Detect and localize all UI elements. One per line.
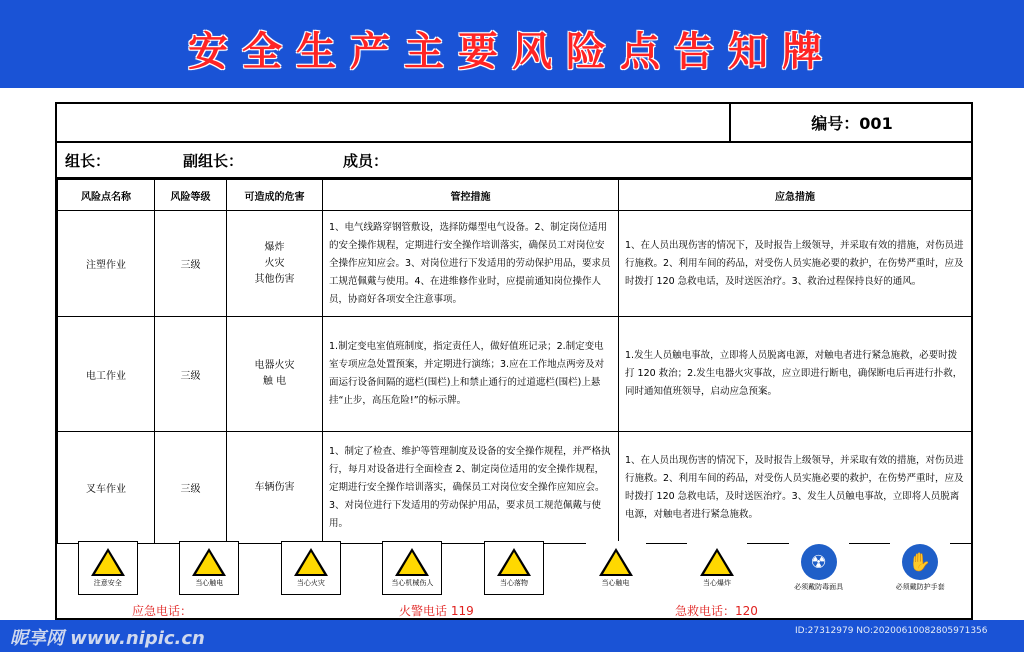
fire-icon bbox=[294, 548, 328, 576]
electric-shock-icon bbox=[192, 548, 226, 576]
explosion-sign: 当心爆炸 bbox=[687, 541, 747, 595]
header-level: 风险等级 bbox=[155, 180, 227, 211]
falling-object-sign: 当心落物 bbox=[484, 541, 544, 595]
machinery-icon bbox=[395, 548, 429, 576]
header-emergency: 应急措施 bbox=[619, 180, 972, 211]
risk-table bbox=[57, 179, 972, 544]
ambulance-phone: 急救电话：120 bbox=[675, 604, 758, 618]
phone-row bbox=[57, 599, 971, 621]
gloves-sign: ✋ 必须戴防护手套 bbox=[890, 541, 950, 595]
notice-board bbox=[55, 102, 973, 620]
risk-name: 叉车作业 bbox=[58, 432, 155, 544]
explosion-icon bbox=[700, 548, 734, 576]
risk-emergency: 1、在人员出现伤害的情况下，及时报告上级领导，并采取有效的措施，对伤员进行施救。2、利用车间的药品，对受伤人员实施必要的救护，在伤势严重时，应及时拨打 120 急救电话，及时送医治疗。3、救治过程保持良好的通风。 bbox=[619, 211, 972, 317]
table-row bbox=[58, 211, 972, 317]
roles-row bbox=[57, 143, 971, 179]
risk-level: 三级 bbox=[155, 211, 227, 317]
emergency-phone: 应急电话： bbox=[132, 604, 193, 618]
table-row bbox=[58, 432, 972, 544]
risk-emergency: 1、在人员出现伤害的情况下，及时报告上级领导，并采取有效的措施，对伤员进行施救。2、利用车间的药品，对受伤人员实施必要的救护，在伤势严重时，应及时拨打 120 急救电话，及时送医治疗。3、发生人员触电事故，立即将人员脱离电源，对触电者进行紧急施救。 bbox=[619, 432, 972, 544]
risk-emergency: 1.发生人员触电事故，立即将人员脱离电源，对触电者进行紧急施救，必要时拨打 120 救治；2.发生电器火灾事故，应立即进行断电，确保断电后再进行扑救，同时通知值班领导，启动应急预案。 bbox=[619, 317, 972, 432]
safety-signs bbox=[57, 539, 971, 597]
machinery-sign: 当心机械伤人 bbox=[382, 541, 442, 595]
gas-mask-sign: ☢ 必须戴防毒面具 bbox=[789, 541, 849, 595]
header-name: 风险点名称 bbox=[58, 180, 155, 211]
electric-shock-sign-2: 当心触电 bbox=[586, 541, 646, 595]
falling-object-icon bbox=[497, 548, 531, 576]
gloves-icon: ✋ bbox=[902, 544, 938, 580]
risk-control: 1、制定了检查、维护等管理制度及设备的安全操作规程，并严格执行，每月对设备进行全面检查 2、制定岗位适用的安全操作规程，定期进行安全操作培训落实，确保员工对岗位安全操作应知应会。3、对岗位进行下发适用的劳动保护用品，要求员工规范佩戴与使用。 bbox=[323, 432, 619, 544]
fire-phone: 火警电话 119 bbox=[399, 604, 474, 618]
caution-safety-sign: 注意安全 bbox=[78, 541, 138, 595]
warning-exclamation-icon bbox=[91, 548, 125, 576]
electric-shock-sign: 当心触电 bbox=[179, 541, 239, 595]
table-header-row bbox=[58, 180, 972, 211]
gas-mask-icon: ☢ bbox=[801, 544, 837, 580]
code-number: 编号：001 bbox=[729, 104, 973, 141]
code-row bbox=[57, 104, 971, 143]
risk-level: 三级 bbox=[155, 317, 227, 432]
table-row bbox=[58, 317, 972, 432]
header-hazard: 可造成的危害 bbox=[227, 180, 323, 211]
deputy-label: 副组长： bbox=[183, 152, 244, 170]
risk-hazard: 车辆伤害 bbox=[227, 432, 323, 544]
risk-control: 1.制定变电室值班制度，指定责任人，做好值班记录；2.制定变电室专项应急处置预案，并定期进行演练；3.应在工作地点两旁及对面运行设备间隔的遮栏(围栏)上和禁止通行的过道遮栏(围栏)上悬挂“止步，高压危险!”的标示牌。 bbox=[323, 317, 619, 432]
members-label: 成员： bbox=[343, 152, 389, 170]
fire-sign: 当心火灾 bbox=[281, 541, 341, 595]
watermark-right: ID:27312979 NO:20200610082805971356 bbox=[795, 626, 988, 636]
risk-level: 三级 bbox=[155, 432, 227, 544]
risk-hazard: 爆炸 火灾 其他伤害 bbox=[227, 211, 323, 317]
electric-shock-icon bbox=[599, 548, 633, 576]
leader-label: 组长： bbox=[65, 152, 111, 170]
header-control: 管控措施 bbox=[323, 180, 619, 211]
page-title: 安全生产主要风险点告知牌 bbox=[188, 29, 836, 75]
risk-name: 注塑作业 bbox=[58, 211, 155, 317]
risk-hazard: 电器火灾 触 电 bbox=[227, 317, 323, 432]
risk-name: 电工作业 bbox=[58, 317, 155, 432]
watermark-left: 昵享网 www.nipic.cn bbox=[10, 628, 205, 649]
risk-control: 1、电气线路穿钢管敷设，选择防爆型电气设备。2、制定岗位适用的安全操作规程，定期进行安全操作培训落实，确保员工对岗位安全操作应知应会。3、对岗位进行下发适用的劳动保护用品，要求员工规范佩戴与使用。4、在进维修作业时，应提前通知岗位操作人员，协商好各项安全注意事项。 bbox=[323, 211, 619, 317]
